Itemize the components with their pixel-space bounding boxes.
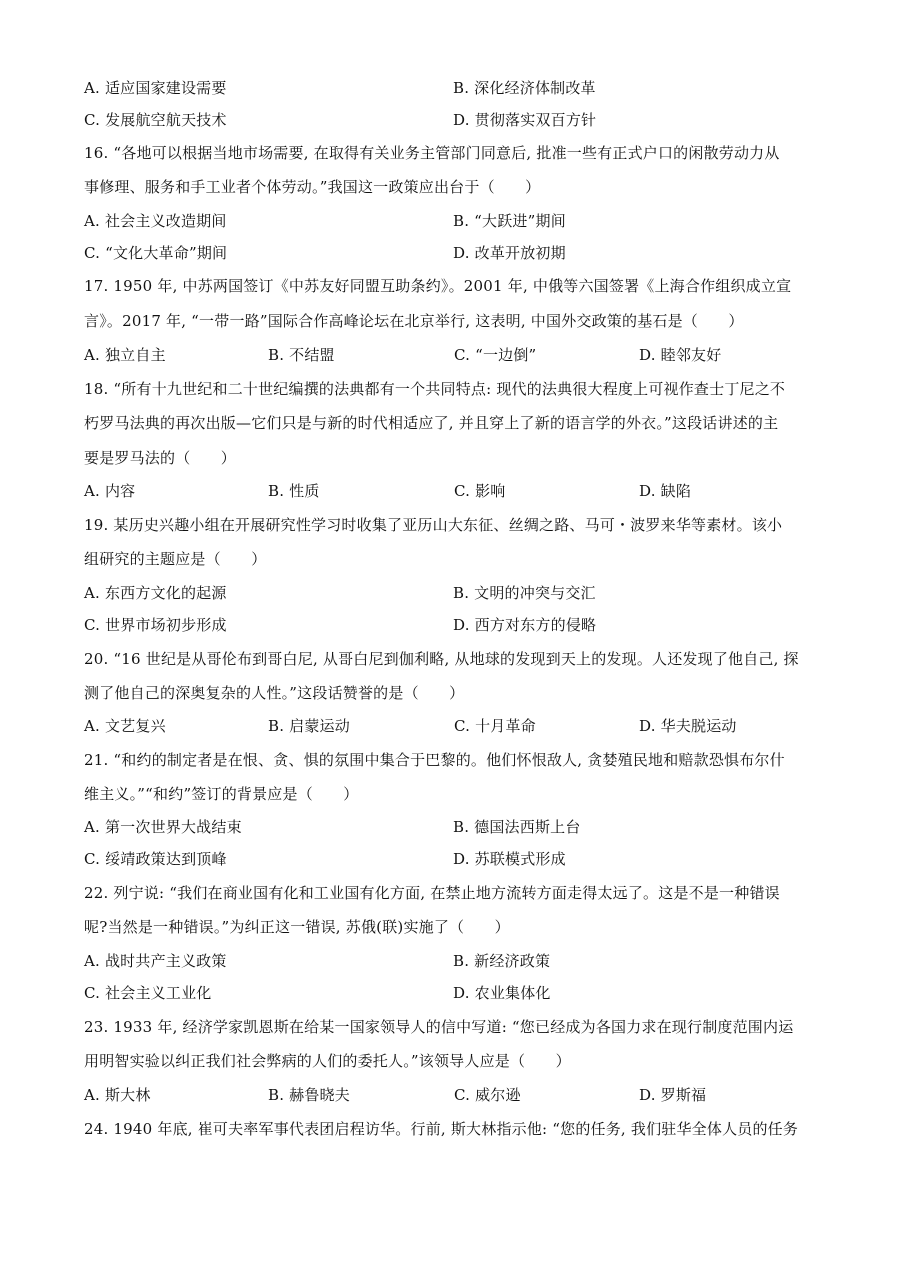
q19-stem-line-2: 组研究的主题应是（ ）	[84, 550, 267, 568]
q23-stem-line-1: 23. 1933 年, 经济学家凯恩斯在给某一国家领导人的信中写道: “您已经成为各国力求在现行制度范围内运	[84, 1018, 794, 1036]
q19-option-b: B. 文明的冲突与交汇	[453, 584, 596, 602]
q22-stem-line-2: 呢?当然是一种错误。”为纠正这一错误, 苏俄(联)实施了（ ）	[84, 918, 510, 936]
q20-option-a: A. 文艺复兴	[84, 717, 166, 735]
q18-stem-line-3: 要是罗马法的（ ）	[84, 449, 237, 467]
q18-option-b: B. 性质	[268, 482, 320, 500]
q22-option-c: C. 社会主义工业化	[84, 984, 212, 1002]
q17-stem-line-1: 17. 1950 年, 中苏两国签订《中苏友好同盟互助条约》。2001 年, 中俄等六国签署《上海合作组织成立宣	[84, 277, 792, 295]
q22-option-a: A. 战时共产主义政策	[84, 952, 227, 970]
q15-option-c: C. 发展航空航天技术	[84, 111, 227, 129]
q21-option-c: C. 绥靖政策达到顶峰	[84, 850, 227, 868]
q21-stem-line-2: 维主义。”“和约”签订的背景应是（ ）	[84, 785, 359, 803]
q15-option-a: A. 适应国家建设需要	[84, 79, 227, 97]
q17-option-d: D. 睦邻友好	[639, 346, 722, 364]
q17-option-b: B. 不结盟	[268, 346, 335, 364]
q20-stem-line-2: 测了他自己的深奥复杂的人性。”这段话赞誉的是（ ）	[84, 684, 465, 702]
q18-option-d: D. 缺陷	[639, 482, 692, 500]
q20-option-c: C. 十月革命	[454, 717, 536, 735]
q22-option-b: B. 新经济政策	[453, 952, 551, 970]
q22-stem-line-1: 22. 列宁说: “我们在商业国有化和工业国有化方面, 在禁止地方流转方面走得太远了。这是不是一种错误	[84, 884, 780, 902]
q19-option-d: D. 西方对东方的侵略	[453, 616, 597, 634]
q23-option-a: A. 斯大林	[84, 1086, 151, 1104]
q21-option-d: D. 苏联模式形成	[453, 850, 566, 868]
q23-option-b: B. 赫鲁晓夫	[268, 1086, 350, 1104]
q19-option-a: A. 东西方文化的起源	[84, 584, 227, 602]
q18-stem-line-2: 朽罗马法典的再次出版—它们只是与新的时代相适应了, 并且穿上了新的语言学的外衣。”这段话讲述的主	[84, 414, 779, 432]
q21-stem-line-1: 21. “和约的制定者是在恨、贪、惧的氛围中集合于巴黎的。他们怀恨敌人, 贪婪殖民地和赔款恐惧布尔什	[84, 751, 785, 769]
q16-option-d: D. 改革开放初期	[453, 244, 566, 262]
q16-option-b: B. “大跃进”期间	[453, 212, 566, 230]
q19-stem-line-1: 19. 某历史兴趣小组在开展研究性学习时收集了亚历山大东征、丝绸之路、马可・波罗来华等素材。该小	[84, 516, 783, 534]
q20-option-d: D. 华夫脱运动	[639, 717, 737, 735]
q23-option-c: C. 威尔逊	[454, 1086, 521, 1104]
q17-option-a: A. 独立自主	[84, 346, 166, 364]
q24-stem-line-1: 24. 1940 年底, 崔可夫率军事代表团启程访华。行前, 斯大林指示他: “您的任务, 我们驻华全体人员的任务	[84, 1120, 799, 1138]
q15-option-b: B. 深化经济体制改革	[453, 79, 596, 97]
q15-option-d: D. 贯彻落实双百方针	[453, 111, 597, 129]
q23-stem-line-2: 用明智实验以纠正我们社会弊病的人们的委托人。”该领导人应是（ ）	[84, 1052, 571, 1070]
q20-stem-line-1: 20. “16 世纪是从哥伦布到哥白尼, 从哥白尼到伽利略, 从地球的发现到天上的发现。人还发现了他自己, 探	[84, 650, 799, 668]
q22-option-d: D. 农业集体化	[453, 984, 551, 1002]
q18-option-c: C. 影响	[454, 482, 506, 500]
q18-stem-line-1: 18. “所有十九世纪和二十世纪编撰的法典都有一个共同特点: 现代的法典很大程度上可视作查士丁尼之不	[84, 380, 786, 398]
q16-stem-line-2: 事修理、服务和手工业者个体劳动。”我国这一政策应出台于（ ）	[84, 178, 541, 196]
q16-stem-line-1: 16. “各地可以根据当地市场需要, 在取得有关业务主管部门同意后, 批准一些有正式户口的闲散劳动力从	[84, 144, 780, 162]
q20-option-b: B. 启蒙运动	[268, 717, 350, 735]
q21-option-a: A. 第一次世界大战结束	[84, 818, 242, 836]
q17-stem-line-2: 言》。2017 年, “一带一路”国际合作高峰论坛在北京举行, 这表明, 中国外交政策的基石是（ ）	[84, 312, 744, 330]
q21-option-b: B. 德国法西斯上台	[453, 818, 581, 836]
q16-option-a: A. 社会主义改造期间	[84, 212, 227, 230]
q19-option-c: C. 世界市场初步形成	[84, 616, 227, 634]
q23-option-d: D. 罗斯福	[639, 1086, 707, 1104]
q18-option-a: A. 内容	[84, 482, 136, 500]
q16-option-c: C. “文化大革命”期间	[84, 244, 228, 262]
q17-option-c: C. “一边倒”	[454, 346, 537, 364]
